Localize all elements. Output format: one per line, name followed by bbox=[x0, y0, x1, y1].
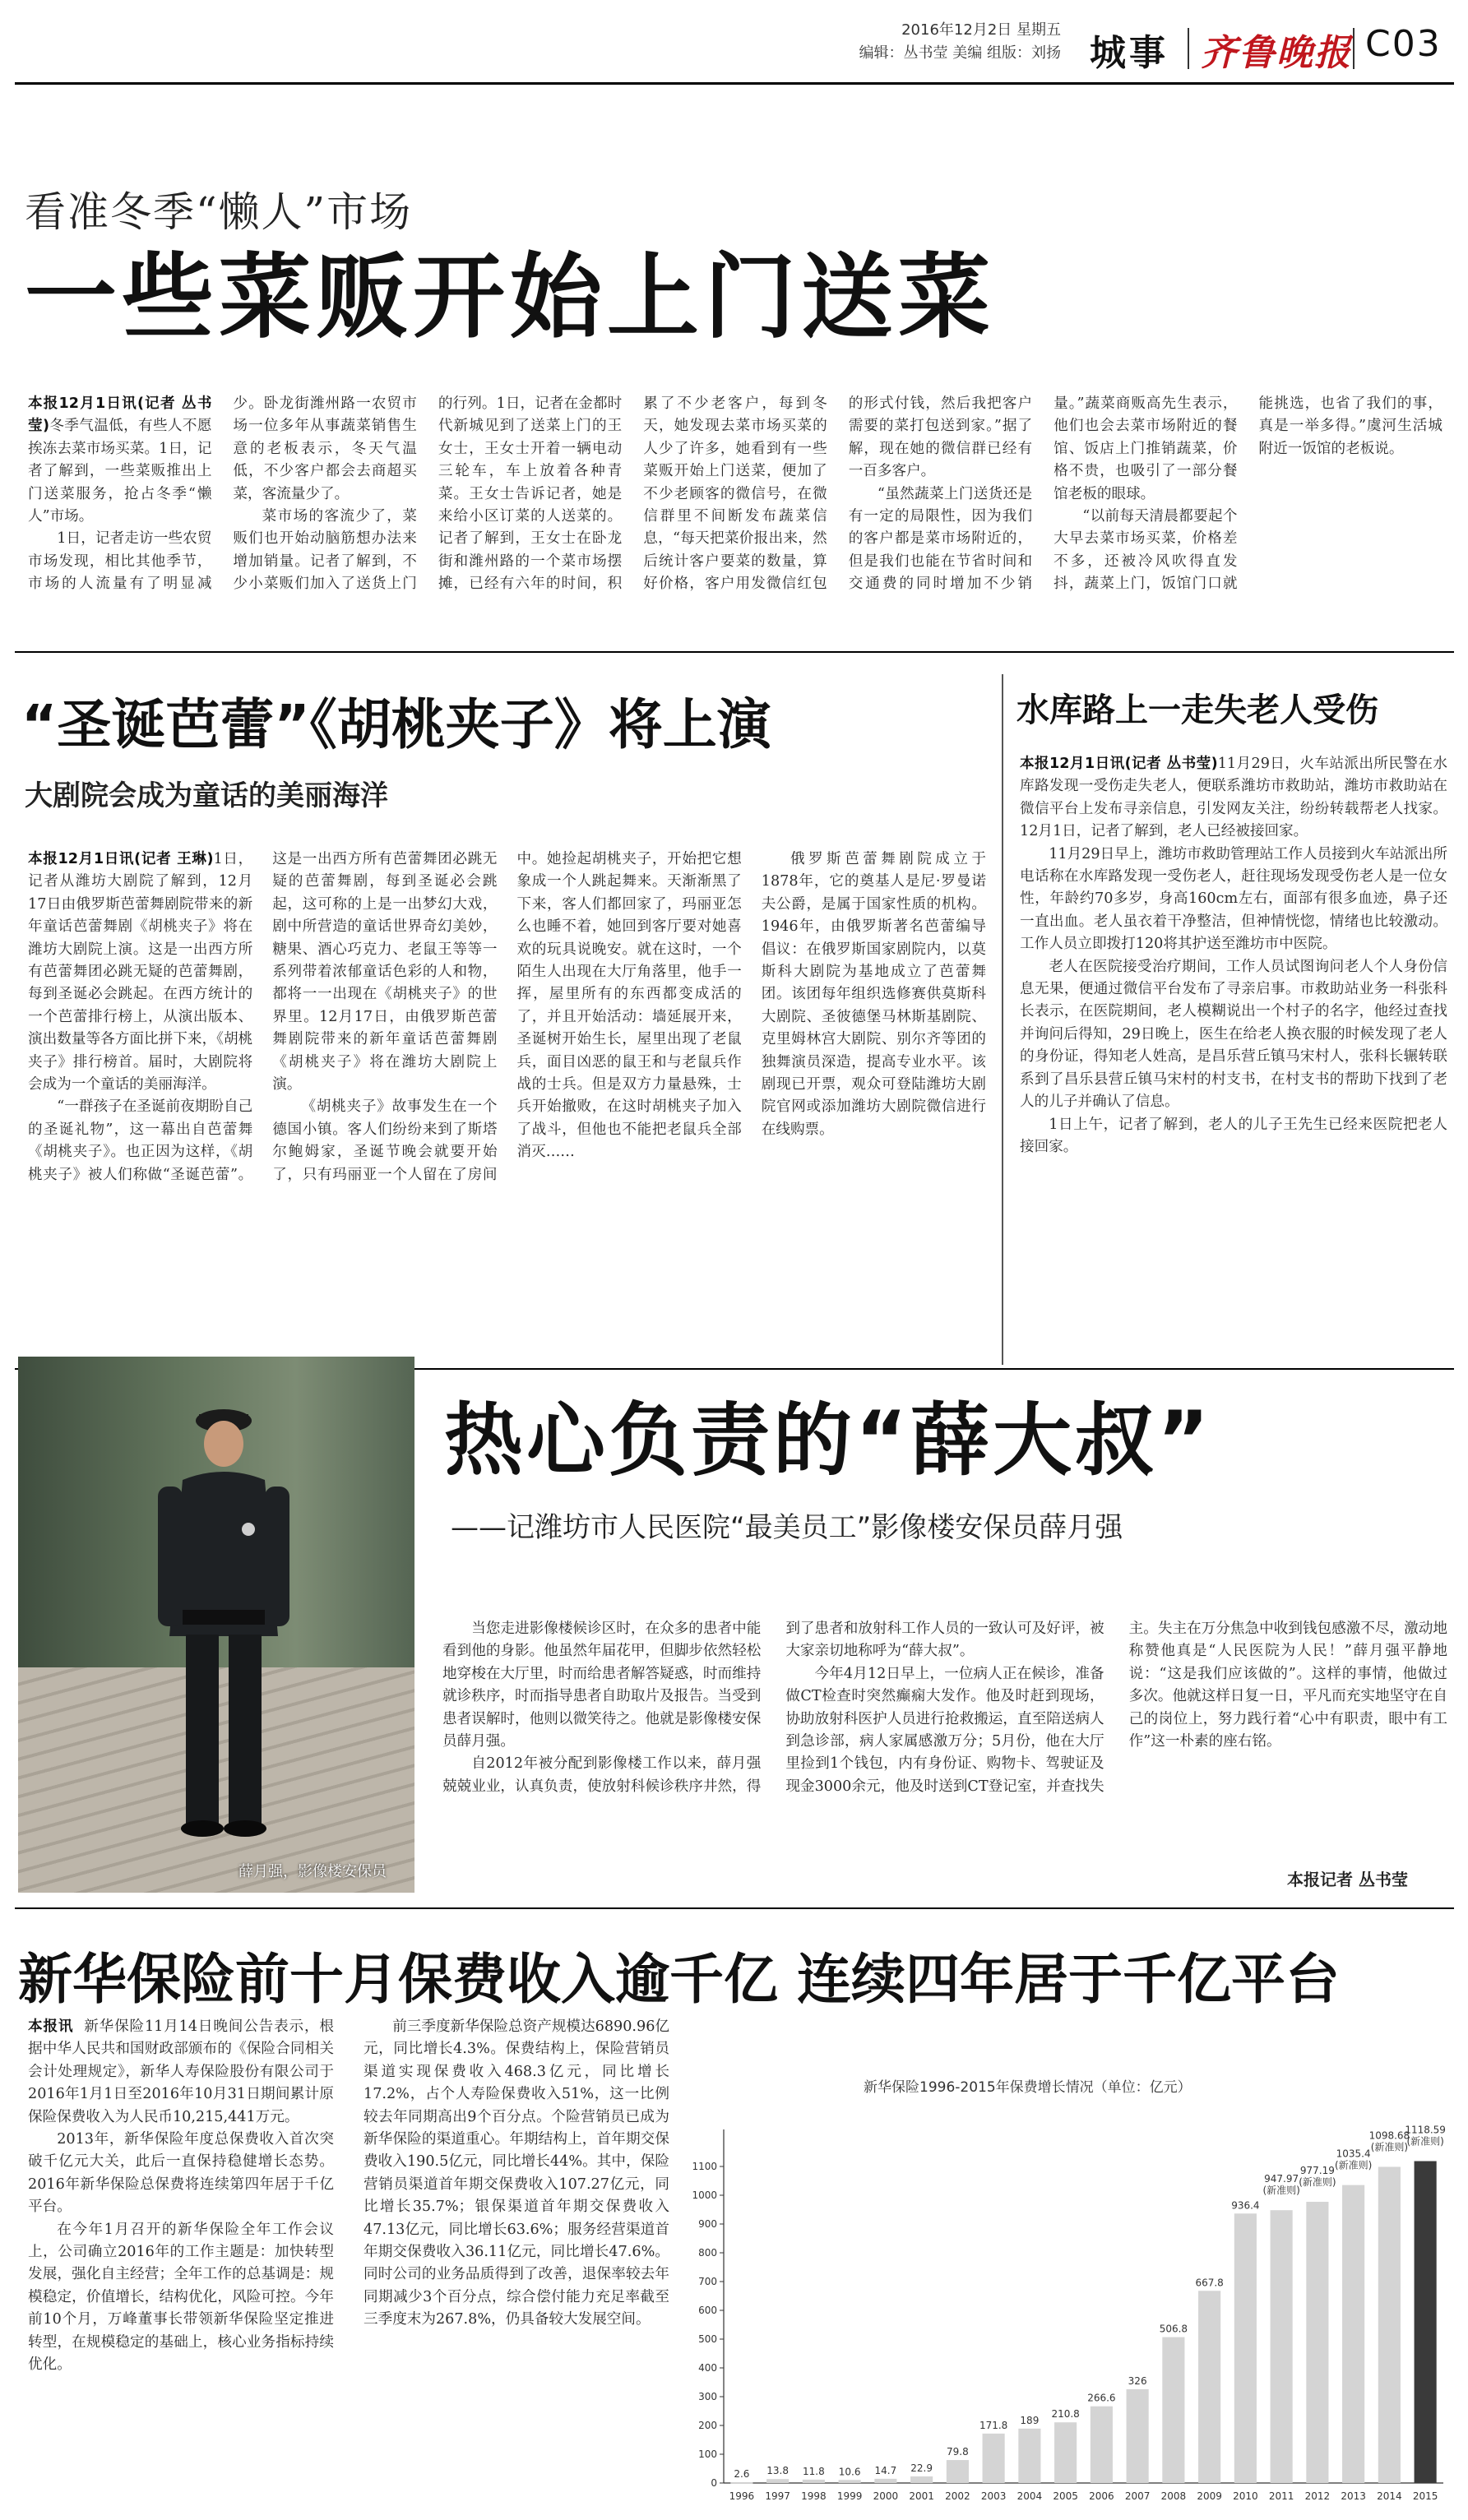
article5-body bbox=[28, 2016, 669, 2509]
security-guard-photo bbox=[18, 1357, 414, 1893]
chart-bar bbox=[1198, 2291, 1220, 2483]
article2-paragraph: 俄罗斯芭蕾舞剧院成立于1878年，它的奠基人是尼·罗曼诺夫公爵，是属于国家性质的机构。1946年，由俄罗斯著名芭蕾编导倡议：在俄罗斯国家剧院内，以莫斯科大剧院为基地成立了芭蕾舞团。该团每年组织选修赛供莫斯科大剧院、圣彼德堡马林斯基剧院、克里姆林宫大剧院、别尔齐等团的独舞演员深造，提高专业水平。该剧现已开票，观众可登陆潍坊大剧院官网或添加潍坊大剧院微信进行在线购票。 bbox=[761, 851, 986, 1138]
article3-headline: 水库路上一走失老人受伤 bbox=[1016, 691, 1378, 729]
chart-bar bbox=[1378, 2166, 1401, 2483]
chart-bar bbox=[839, 2480, 861, 2483]
article4-paragraph: 当您走进影像楼候诊区时，在众多的患者中能看到他的身影。他虽然年届花甲，但脚步依然轻松地穿梭在大厅里，时而给患者解答疑惑，时而维持就诊秩序，时而指导患者自助取片及报告。当受到患者误解时，他则以微笑待之。他就是影像楼安保员薛月强。 bbox=[442, 1621, 762, 1750]
bar-value-label: 22.9 bbox=[910, 2462, 933, 2474]
article3-paragraph: 老人在医院接受治疗期间，工作人员试图询问老人个人身份信息无果，便通过微信平台发布了寻亲启事。市救助站业务一科张科长表示，在医院期间，老人模糊说出一个村子的名字，他经过查找并询问后得知，29日晚上，医生在给老人换衣服的时候发现了老人的身份证，得知老人姓高，是昌乐营丘镇马宋村人，张科长辗转联系到了昌乐县营丘镇马宋村的村支书，在村支书的帮助下找到了老人的儿子并确认了信息。 bbox=[1020, 958, 1447, 1111]
x-tick-label: 1996 bbox=[729, 2490, 755, 2502]
masthead-editors: 编辑：丛书莹 美编 组版：刘扬 bbox=[859, 44, 1061, 62]
article1-paragraph: 1日，记者走访一些农贸市场发现，相比其他季节，市场的人流量有了明显减少。卧龙街潍州路一农贸市场一位多年从事蔬菜销售生意的老板表示，冬天气温低，不少客户都会去商超买菜，客流量少了。 bbox=[28, 395, 417, 593]
x-tick-label: 1998 bbox=[801, 2490, 827, 2502]
article2-headline: “圣诞芭蕾”《胡桃夹子》将上演 bbox=[21, 693, 771, 756]
x-tick-label: 2010 bbox=[1233, 2490, 1258, 2502]
article5-paragraph: 前三季度新华保险总资产规模达6890.96亿元，同比增长4.3%。保费结构上，保险营销员渠道实现保费收入468.3亿元，同比增长17.2%，占个人寿险保费收入51%，这一比例较去年同期高出9个百分点。个险营销员已成为新华保险的渠道重心。年期结构上，首年期交保费收入190.5亿元，同比增长44%。其中，保险营销员渠道首年期交保费收入107.27亿元，同比增长35.7%；银保渠道首年期交保费收入47.13亿元，同比增长63.6%；服务经营渠道首年期交保费收入36.11亿元，同比增长47.6%。同时公司的业务品质得到了改善，退保率较去年同期减少3个百分点，综合偿付能力充足率截至三季度末为267.8%，仍具备较大发展空间。 bbox=[364, 2018, 669, 2328]
masthead-rule bbox=[15, 82, 1454, 85]
masthead-date: 2016年12月2日 星期五 bbox=[901, 21, 1061, 39]
y-tick-label: 100 bbox=[698, 2448, 717, 2460]
chart-bar bbox=[1306, 2202, 1328, 2483]
bar-value-label: 14.7 bbox=[874, 2464, 897, 2476]
chart-bar bbox=[910, 2476, 933, 2483]
bar-value-label: 13.8 bbox=[766, 2465, 789, 2477]
x-tick-label: 2004 bbox=[1016, 2490, 1043, 2502]
column-divider bbox=[1002, 674, 1003, 1365]
section-rule bbox=[15, 651, 1454, 653]
y-tick-label: 600 bbox=[698, 2305, 717, 2316]
article2-subhead: 大剧院会成为童话的美丽海洋 bbox=[25, 779, 388, 812]
masthead-divider bbox=[1188, 28, 1189, 69]
x-tick-label: 2002 bbox=[945, 2490, 970, 2502]
bar-value-label: 171.8 bbox=[979, 2419, 1008, 2431]
chart-bar bbox=[983, 2434, 1005, 2483]
x-tick-label: 2015 bbox=[1412, 2490, 1438, 2502]
article1-paragraph: “以前每天清晨都要起个大早去菜市场买菜，价格差不多，还被冷风吹得直发抖，蔬菜上门，饭馆门口就能挑选，也省了我们的事，真是一举多得。”虞河生活城附近一饭馆的老板说。 bbox=[1054, 395, 1443, 593]
x-tick-label: 2000 bbox=[873, 2490, 899, 2502]
chart-bar bbox=[1342, 2185, 1364, 2483]
bar-annotation: (新准则) bbox=[1262, 2185, 1300, 2197]
premium-bar-chart bbox=[683, 2088, 1456, 2516]
chart-bar bbox=[1091, 2407, 1113, 2483]
article2-body bbox=[28, 848, 986, 1358]
chart-bar bbox=[1162, 2337, 1184, 2483]
x-tick-label: 2003 bbox=[980, 2490, 1007, 2502]
masthead-divider bbox=[1353, 28, 1355, 69]
x-tick-label: 2012 bbox=[1304, 2490, 1331, 2502]
y-tick-label: 500 bbox=[698, 2333, 717, 2345]
x-tick-label: 2006 bbox=[1089, 2490, 1114, 2502]
article4-paragraph: 今年4月12日早上，一位病人正在候诊，准备做CT检查时突然癫痫大发作。他及时赶到现场，协助放射科医护人员进行抢救搬运，直至陪送病人到急诊部，病人家属感激万分；5月份，他在大厅里捡到1个钱包，内有身份证、购物卡、驾驶证及现金3000余元，他及时送到CT登记室，并查找失主。失主在万分焦急中收到钱包感激不尽，激动地称赞他真是“人民医院为人民！”薛月强平静地说：“这是我们应该做的”。这样的事情，他做过多次。他就这样日复一日，平凡而充实地坚守在自己的岗位上，努力践行着“心中有职责，眼中有工作”这一朴素的座右铭。 bbox=[785, 1621, 1447, 1795]
bar-value-label: 79.8 bbox=[947, 2446, 969, 2458]
article3-paragraph: 11月29日早上，潍坊市救助管理站工作人员接到火车站派出所电话称在水库路发现一受伤老人，赶往现场发现受伤老人是一位女性，年龄约70多岁，身高160cm左右，面部有很多血迹，鼻子还一直出血。老人虽衣着干净整洁，但神情恍惚，情绪也比较激动。工作人员立即拨打120将其护送至潍坊市中医院。 bbox=[1020, 845, 1447, 953]
x-tick-label: 2005 bbox=[1053, 2490, 1078, 2502]
article4-body bbox=[442, 1618, 1447, 1871]
article1-headline: 一些菜贩开始上门送菜 bbox=[25, 244, 995, 351]
article4-signoff: 本报记者 丛书莹 bbox=[1287, 1870, 1408, 1889]
article1-kicker: 看准冬季“懒人”市场 bbox=[25, 188, 413, 236]
y-tick-label: 900 bbox=[698, 2218, 717, 2230]
bar-annotation: (新准则) bbox=[1370, 2141, 1409, 2153]
article4-deck: ——记潍坊市人民医院“最美员工”影像楼安保员薛月强 bbox=[451, 1511, 1123, 1544]
y-tick-label: 800 bbox=[698, 2247, 717, 2259]
bar-value-label: 210.8 bbox=[1051, 2408, 1080, 2421]
x-tick-label: 1997 bbox=[765, 2490, 790, 2502]
y-tick-label: 200 bbox=[698, 2420, 717, 2431]
y-tick-label: 1000 bbox=[692, 2189, 717, 2201]
bar-value-label: 1035.4 bbox=[1336, 2148, 1371, 2160]
bar-value-label: 936.4 bbox=[1231, 2199, 1260, 2212]
bar-value-label: 506.8 bbox=[1159, 2323, 1188, 2335]
article1-paragraph: 菜市场的客流少了，菜贩们也开始动脑筋想办法来增加销量。记者了解到，不少小菜贩们加入了送货上门的行列。1日，记者在金都时代新城见到了送菜上门的王女士，王女士开着一辆电动三轮车，车上放着各种青菜。王女士告诉记者，她是来给小区订菜的人送菜的。记者了解到，王女士在卧龙街和潍州路的一个菜市场摆摊，已经有六年的时间，积累了不少老客户，每到冬天，她发现去菜市场买菜的人少了许多，她看到有一些菜贩开始上门送菜，便加了不少老顾客的微信号，在微信群里不间断发布蔬菜信息，“每天把菜价报出来，然后统计客户要菜的数量，算好价格，客户用发微信红包的形式付钱，然后我把客户需要的菜打包送到家。”据了解，现在她的微信群已经有一百多客户。 bbox=[233, 395, 1033, 593]
section-rule bbox=[15, 1907, 1454, 1909]
page-number: C03 bbox=[1365, 23, 1442, 65]
x-tick-label: 2013 bbox=[1341, 2490, 1366, 2502]
y-tick-label: 300 bbox=[698, 2391, 717, 2402]
photo-caption: 薛月强，影像楼安保员 bbox=[238, 1863, 387, 1880]
article4-paragraph: 自2012年被分配到影像楼工作以来，薛月强兢兢业业，认真负责，使放射科候诊秩序井然，得到了患者和放射科工作人员的一致认可及好评，被大家亲切地称呼为“薛大叔”。 bbox=[442, 1621, 1104, 1795]
guard-figure bbox=[133, 1389, 314, 1858]
x-tick-label: 1999 bbox=[836, 2490, 863, 2502]
bar-value-label: 326 bbox=[1128, 2374, 1147, 2387]
article2-paragraph: “一群孩子在圣诞前夜期盼自己的圣诞礼物”，这一幕出自芭蕾舞《胡桃夹子》。也正因为这样，《胡桃夹子》被人们称做“圣诞芭蕾”。这是一出西方所有芭蕾舞团必跳无疑的芭蕾舞剧，每到圣诞必会跳起，这可称的上是一出梦幻大戏，剧中所营造的童话世界奇幻美妙，糖果、酒心巧克力、老鼠王等等一系列带着浓郁童话色彩的人和物，都将一一出现在《胡桃夹子》的世界里。12月17日，由俄罗斯芭蕾舞剧院带来的新年童话芭蕾舞剧《胡桃夹子》将在潍坊大剧院上演。 bbox=[28, 851, 498, 1183]
bar-value-label: 11.8 bbox=[803, 2465, 825, 2477]
article4-headline: 热心负责的“薛大叔” bbox=[444, 1394, 1213, 1487]
article5-headline: 新华保险前十月保费收入逾千亿 连续四年居于千亿平台 bbox=[18, 1948, 1340, 2011]
article2-paragraph: 《胡桃夹子》故事发生在一个德国小镇。客人们纷纷来到了斯塔尔鲍姆家，圣诞节晚会就要开始了，只有玛丽亚一个人留在了房间中。她捡起胡桃夹子，开始把它想象成一个人跳起舞来。天渐渐黑了下来，客人们都回家了，玛丽亚怎么也睡不着，她回到客厅要对她喜欢的玩具说晚安。就在这时，一个陌生人出现在大厅角落里，他手一挥，屋里所有的东西都变成活的了，并且开始活动：墙延展开来，圣诞树开始生长，屋里出现了老鼠兵，面目凶恶的鼠王和与老鼠兵作战的士兵。但是双方力量悬殊，士兵开始撤败，在这时胡桃夹子加入了战斗，但他也不能把老鼠兵全部消灭…… bbox=[272, 851, 742, 1183]
chart-title: 新华保险1996-2015年保费增长情况（单位：亿元） bbox=[864, 2079, 1192, 2096]
bar-value-label: 10.6 bbox=[838, 2466, 861, 2478]
article3-paragraph: 1日上午，记者了解到，老人的儿子王先生已经来医院把老人接回家。 bbox=[1020, 1116, 1447, 1155]
chart-bar bbox=[1271, 2210, 1293, 2483]
chart-bar bbox=[730, 2482, 753, 2484]
x-tick-label: 2009 bbox=[1197, 2490, 1222, 2502]
bar-value-label: 1118.59 bbox=[1405, 2124, 1446, 2136]
y-tick-label: 400 bbox=[698, 2362, 717, 2374]
article2-paragraph: 本报12月1日讯(记者 王琳)1日，记者从潍坊大剧院了解到，12月17日由俄罗斯芭蕾舞剧院带来的新年童话芭蕾舞剧《胡桃夹子》将在潍坊大剧院上演。这是一出西方所有芭蕾舞团必跳无疑的芭蕾舞剧，每到圣诞必会跳起。在西方统计的一个芭蕾排行榜上，从演出版本、演出数量等各方面比拼下来，《胡桃夹子》排行榜首。届时，大剧院将会成为一个童话的美丽海洋。 bbox=[28, 851, 253, 1094]
article3-paragraph: 本报12月1日讯(记者 丛书莹)11月29日，火车站派出所民警在水库路发现一受伤走失老人，便联系潍坊市救助站，潍坊市救助站在微信平台上发布寻亲信息，引发网友关注，纷纷转载帮老人找家。12月1日，记者了解到，老人已经被接回家。 bbox=[1020, 756, 1447, 840]
x-tick-label: 2008 bbox=[1160, 2490, 1187, 2502]
chart-bar bbox=[1054, 2422, 1077, 2483]
chart-bar bbox=[947, 2460, 969, 2483]
bar-annotation: (新准则) bbox=[1299, 2176, 1336, 2188]
article1-paragraph: 本报12月1日讯(记者 丛书莹)冬季气温低，有些人不愿挨冻去菜市场买菜。1日，记者了解到，一些菜贩推出上门送菜服务，抢占冬季“懒人”市场。 bbox=[28, 395, 212, 525]
article5-paragraph: 2013年，新华保险年度总保费收入首次突破千亿元大关，此后一直保持稳健增长态势。2016年新华保险总保费将连续第四年居于千亿平台。 bbox=[28, 2131, 334, 2216]
bar-value-label: 189 bbox=[1020, 2414, 1040, 2426]
y-tick-label: 0 bbox=[711, 2477, 717, 2489]
x-tick-label: 2014 bbox=[1377, 2490, 1402, 2502]
article5-paragraph: 本报讯 新华保险11月14日晚间公告表示，根据中华人民共和国财政部颁布的《保险合同相关会计处理规定》，新华人寿保险股份有限公司于2016年1月1日至2016年10月31日期间累计原保险保费收入为人民币10,215,441万元。 bbox=[28, 2018, 334, 2125]
chart-bar bbox=[1127, 2389, 1149, 2483]
article5-paragraph: 在今年1月召开的新华保险全年工作会议上，公司确立2016年的工作主题是：加快转型发展，强化自主经营；全年工作的总基调是：规模稳定，价值增长，结构优化，风险可控。今年前10个月，万峰董事长带领新华保险坚定推进转型，在规模稳定的基础上，核心业务指标持续优化。 bbox=[28, 2221, 334, 2374]
chart-bar bbox=[1415, 2161, 1437, 2483]
chart-bar bbox=[1234, 2213, 1257, 2483]
x-tick-label: 2011 bbox=[1268, 2490, 1294, 2502]
chart-bar bbox=[874, 2479, 896, 2483]
chart-bar bbox=[803, 2480, 825, 2483]
article3-body bbox=[1020, 753, 1447, 1362]
article1-paragraph: “虽然蔬菜上门送货还是有一定的局限性，因为我们的客户都是菜市场附近的，但是我们也能在节省时间和交通费的同时增加不少销量。”蔬菜商贩高先生表示，他们也会去菜市场附近的餐馆、饭店上门推销蔬菜，价格不贵，也吸引了一部分餐馆老板的眼球。 bbox=[848, 395, 1238, 593]
bar-value-label: 2.6 bbox=[734, 2468, 750, 2481]
bar-value-label: 947.97 bbox=[1264, 2173, 1299, 2185]
bar-value-label: 977.19 bbox=[1299, 2164, 1335, 2176]
bar-value-label: 667.8 bbox=[1195, 2277, 1224, 2289]
chart-bar bbox=[766, 2479, 789, 2483]
bar-value-label: 1098.68 bbox=[1368, 2129, 1410, 2142]
bar-annotation: (新准则) bbox=[1334, 2159, 1373, 2171]
article1-body bbox=[28, 393, 1443, 631]
newspaper-brand: 齐鲁晚报 bbox=[1201, 32, 1352, 74]
bar-annotation: (新准则) bbox=[1406, 2135, 1444, 2148]
y-tick-label: 700 bbox=[698, 2276, 717, 2287]
bar-value-label: 266.6 bbox=[1087, 2392, 1116, 2404]
section-name: 城事 bbox=[1090, 32, 1169, 74]
chart-bar bbox=[1018, 2429, 1040, 2483]
x-tick-label: 2001 bbox=[909, 2490, 934, 2502]
x-tick-label: 2007 bbox=[1124, 2490, 1151, 2502]
y-tick-label: 1100 bbox=[692, 2161, 717, 2172]
